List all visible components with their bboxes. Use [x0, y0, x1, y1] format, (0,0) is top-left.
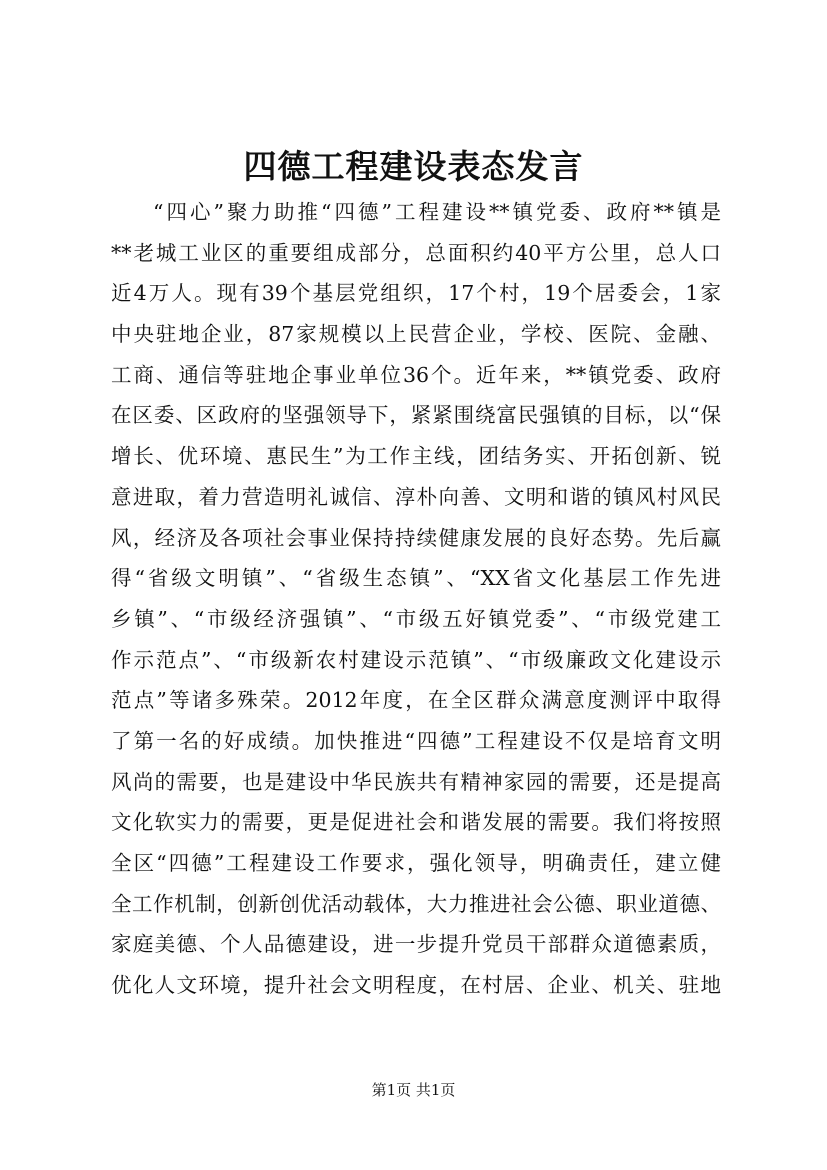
document-body	[111, 192, 721, 1006]
body-line: 风，经济及各项社会事业保持持续健康发展的良好态势。先后赢	[111, 525, 721, 550]
body-line: 得“省级文明镇”、“省级生态镇”、“XX省文化基层工作先进	[111, 566, 721, 591]
body-line: 文化软实力的需要，更是促进社会和谐发展的需要。我们将按照	[111, 810, 721, 835]
body-line: 中央驻地企业，87家规模以上民营企业，学校、医院、金融、	[111, 322, 721, 347]
body-line: 全工作机制，创新创优活动载体，大力推进社会公德、职业道德、	[111, 891, 721, 916]
body-line: 家庭美德、个人品德建设，进一步提升党员干部群众道德素质，	[111, 932, 721, 957]
body-line: 近4万人。现有39个基层党组织，17个村，19个居委会，1家	[111, 281, 721, 306]
page-footer: 第1页 共1页	[371, 1081, 456, 1099]
body-line: “四心”聚力助推“四德”工程建设**镇党委、政府**镇是	[153, 200, 721, 224]
body-line: 乡镇”、“市级经济强镇”、“市级五好镇党委”、“市级党建工	[111, 606, 721, 631]
body-line: 增长、优环境、惠民生”为工作主线，团结务实、开拓创新、锐	[111, 444, 721, 469]
body-line: 优化人文环境，提升社会文明程度，在村居、企业、机关、驻地	[111, 973, 721, 998]
body-line: 风尚的需要，也是建设中华民族共有精神家园的需要，还是提高	[111, 769, 721, 794]
body-line: **老城工业区的重要组成部分，总面积约40平方公里，总人口	[111, 240, 721, 265]
body-line: 在区委、区政府的坚强领导下，紧紧围绕富民强镇的目标，以“保	[111, 403, 721, 428]
body-line: 意进取，着力营造明礼诚信、淳朴向善、文明和谐的镇风村风民	[111, 484, 721, 509]
body-line: 全区“四德”工程建设工作要求，强化领导，明确责任，建立健	[111, 851, 721, 875]
body-line: 范点”等诸多殊荣。2012年度，在全区群众满意度测评中取得	[111, 688, 721, 713]
body-line: 工商、通信等驻地企事业单位36个。近年来，**镇党委、政府	[111, 362, 721, 387]
document-title: 四德工程建设表态发言	[243, 147, 584, 186]
body-line: 了第一名的好成绩。加快推进“四德”工程建设不仅是培育文明	[111, 728, 721, 753]
body-line: 作示范点”、“市级新农村建设示范镇”、“市级廉政文化建设示	[111, 647, 721, 672]
